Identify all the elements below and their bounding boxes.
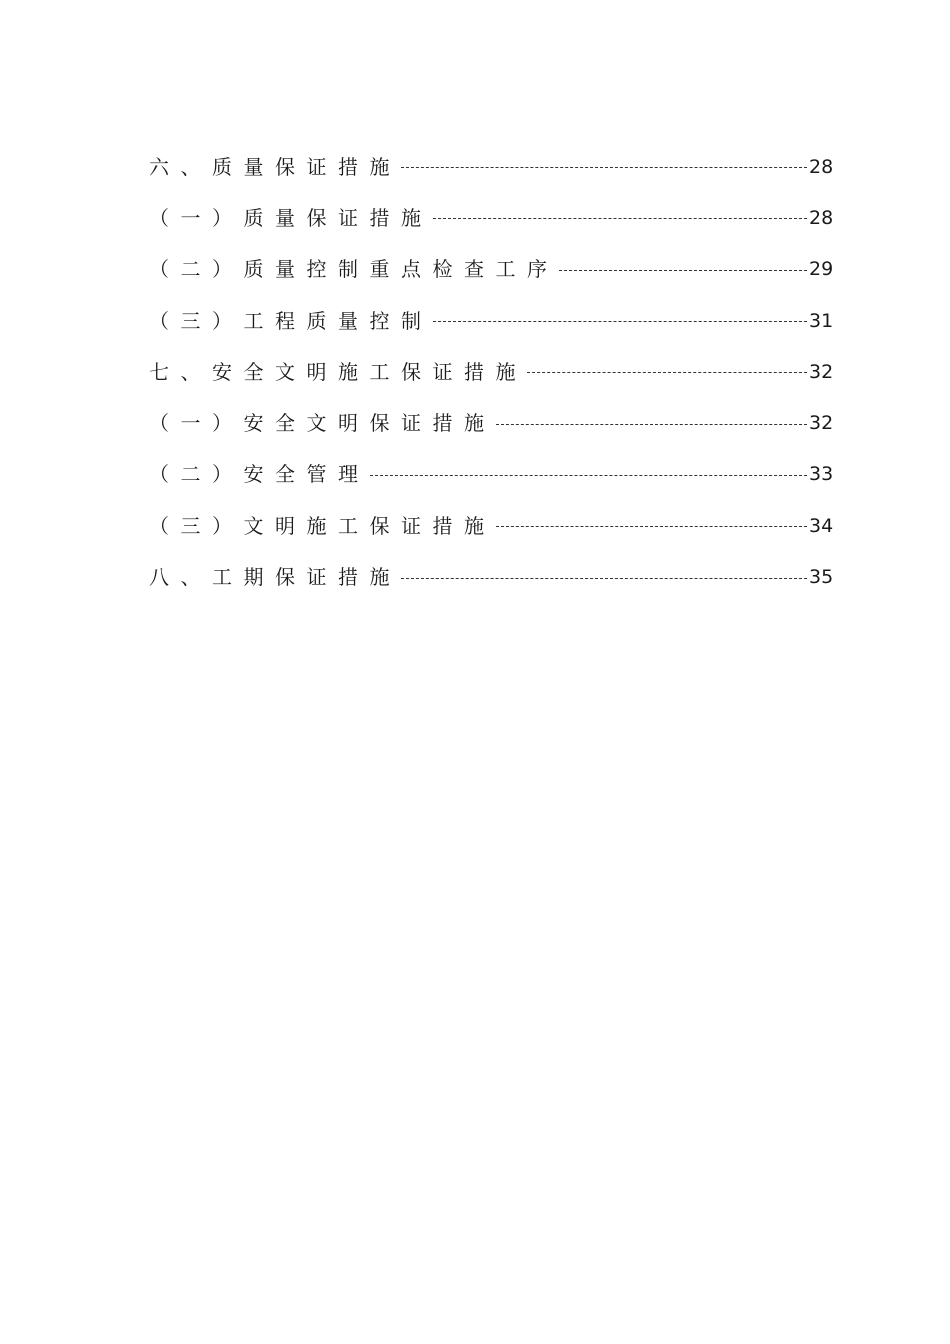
toc-entry-title: 七、安全文明施工保证措施: [149, 359, 527, 384]
toc-entry-title: （一）安全文明保证措施: [149, 411, 496, 436]
toc-entry[interactable]: [149, 346, 834, 397]
toc-leader-dashes: [401, 167, 807, 168]
toc-entry[interactable]: [149, 295, 834, 346]
toc-leader-dashes: [370, 475, 808, 476]
toc-entry-page: 28: [809, 155, 834, 178]
toc-entry[interactable]: [149, 449, 834, 500]
toc-entry-page: 33: [809, 463, 834, 486]
toc-entry-title: （一）质量保证措施: [149, 205, 433, 230]
toc-leader-dashes: [496, 424, 808, 425]
toc-entry[interactable]: [149, 244, 834, 295]
toc-entry-title: （三）文明施工保证措施: [149, 513, 496, 538]
toc-leader-dashes: [496, 526, 808, 527]
toc-entry-title: 六、质量保证措施: [149, 154, 401, 179]
toc-entry[interactable]: [149, 141, 834, 192]
toc-entry-title: （二）安全管理: [149, 462, 370, 487]
toc-entry[interactable]: [149, 500, 834, 551]
toc-entry-page: 32: [809, 360, 834, 383]
toc-entry-title: 八、工期保证措施: [149, 565, 401, 590]
toc-entry-page: 31: [809, 309, 834, 332]
toc-entry-page: 34: [809, 514, 834, 537]
toc-entry-page: 28: [809, 206, 834, 229]
toc-entry-title: （二）质量控制重点检查工序: [149, 257, 559, 282]
toc-entry[interactable]: [149, 192, 834, 243]
toc-leader-dashes: [433, 218, 808, 219]
table-of-contents: [149, 141, 834, 603]
toc-leader-dashes: [433, 321, 808, 322]
toc-entry-page: 32: [809, 412, 834, 435]
toc-leader-dashes: [401, 578, 807, 579]
toc-entry[interactable]: [149, 551, 834, 602]
toc-entry-title: （三）工程质量控制: [149, 308, 433, 333]
toc-entry-page: 35: [809, 566, 834, 589]
toc-entry-page: 29: [809, 258, 834, 281]
toc-entry[interactable]: [149, 397, 834, 448]
toc-leader-dashes: [559, 270, 808, 271]
toc-leader-dashes: [527, 372, 807, 373]
